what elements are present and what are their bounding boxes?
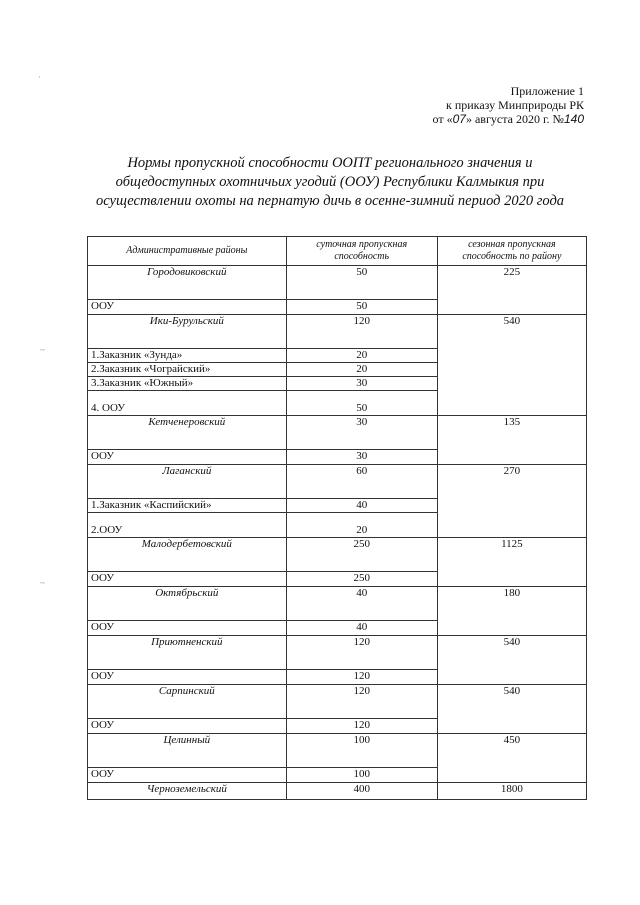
document-title [70,154,590,211]
district-daily: 60 [286,465,437,499]
sub-row-name: ООУ [88,768,287,783]
sub-row-name: ООУ [88,621,287,636]
district-seasonal: 450 [437,734,586,783]
table-header-row [88,237,587,266]
district-row [88,636,587,670]
district-seasonal: 540 [437,685,586,734]
district-daily: 400 [286,783,437,800]
district-daily: 40 [286,587,437,621]
title-line-1: Нормы пропускной способности ООПТ регионального значения и [127,155,533,171]
district-row [88,315,587,349]
district-name: Малодербетовский [88,538,287,572]
district-seasonal: 135 [437,416,586,465]
district-row [88,465,587,499]
date-prefix: от « [432,112,453,126]
sub-row-name: 1.Заказник «Зунда» [88,349,287,363]
district-daily: 120 [286,315,437,349]
scan-mark: · [38,72,41,82]
sub-row-name: 1.Заказник «Каспийский» [88,499,287,513]
sub-row-daily: 40 [286,621,437,636]
district-name: Приютненский [88,636,287,670]
sub-row-name: ООУ [88,300,287,315]
district-seasonal: 180 [437,587,586,636]
sub-row-daily: 20 [286,513,437,538]
district-row [88,587,587,621]
appendix-date-line [433,112,584,126]
sub-row-name: 4. ООУ [88,391,287,416]
district-name: Лаганский [88,465,287,499]
district-seasonal: 1125 [437,538,586,587]
district-name: Октябрьский [88,587,287,621]
district-name: Кетченеровский [88,416,287,450]
title-line-2: общедоступных охотничьих угодий (ООУ) Республики Калмыкия при [115,174,545,190]
district-row [88,416,587,450]
sub-row-daily: 40 [286,499,437,513]
appendix-title: Приложение 1 [510,84,584,98]
sub-row-name: 2.ООУ [88,513,287,538]
sub-row-daily: 20 [286,349,437,363]
sub-row-name: ООУ [88,572,287,587]
district-name: Сарпинский [88,685,287,719]
district-row [88,734,587,768]
district-name: Городовиковский [88,266,287,300]
sub-row-name: 3.Заказник «Южный» [88,377,287,391]
handwritten-number: 140 [563,112,584,126]
district-daily: 50 [286,266,437,300]
appendix-block [433,84,584,126]
sub-row-name: 2.Заказник «Чограйский» [88,363,287,377]
header-seasonal: сезонная пропускная способность по району [437,237,586,266]
district-name: Ики-Бурульский [88,315,287,349]
table-body [88,266,587,800]
header-daily: суточная пропускная способность [286,237,437,266]
district-name: Целинный [88,734,287,768]
district-row [88,538,587,572]
sub-row-daily: 30 [286,450,437,465]
district-seasonal: 225 [437,266,586,315]
sub-row-daily: 120 [286,670,437,685]
district-daily: 30 [286,416,437,450]
header-districts: Административные районы [88,237,287,266]
district-daily: 100 [286,734,437,768]
title-line-3: осуществлении охоты на пернатую дичь в осенне-зимний период 2020 года [95,193,565,209]
district-daily: 120 [286,685,437,719]
date-mid: » августа 2020 г. № [465,112,564,126]
appendix-order-ref: к приказу Минприроды РК [446,98,584,112]
sub-row-name: ООУ [88,719,287,734]
sub-row-daily: 30 [286,377,437,391]
sub-row-name: ООУ [88,450,287,465]
district-daily: 120 [286,636,437,670]
norms-table [87,236,587,800]
district-seasonal: 270 [437,465,586,538]
sub-row-daily: 50 [286,391,437,416]
district-row [88,266,587,300]
scan-mark: ~ [40,578,45,588]
district-name: Черноземельский [88,783,287,800]
sub-row-daily: 50 [286,300,437,315]
district-seasonal: 540 [437,636,586,685]
sub-row-daily: 120 [286,719,437,734]
district-seasonal: 540 [437,315,586,416]
sub-row-name: ООУ [88,670,287,685]
handwritten-day: 07 [452,112,466,126]
district-row [88,783,587,800]
sub-row-daily: 100 [286,768,437,783]
district-row [88,685,587,719]
sub-row-daily: 250 [286,572,437,587]
district-seasonal: 1800 [437,783,586,800]
scan-mark: ~ [40,345,45,355]
sub-row-daily: 20 [286,363,437,377]
district-daily: 250 [286,538,437,572]
